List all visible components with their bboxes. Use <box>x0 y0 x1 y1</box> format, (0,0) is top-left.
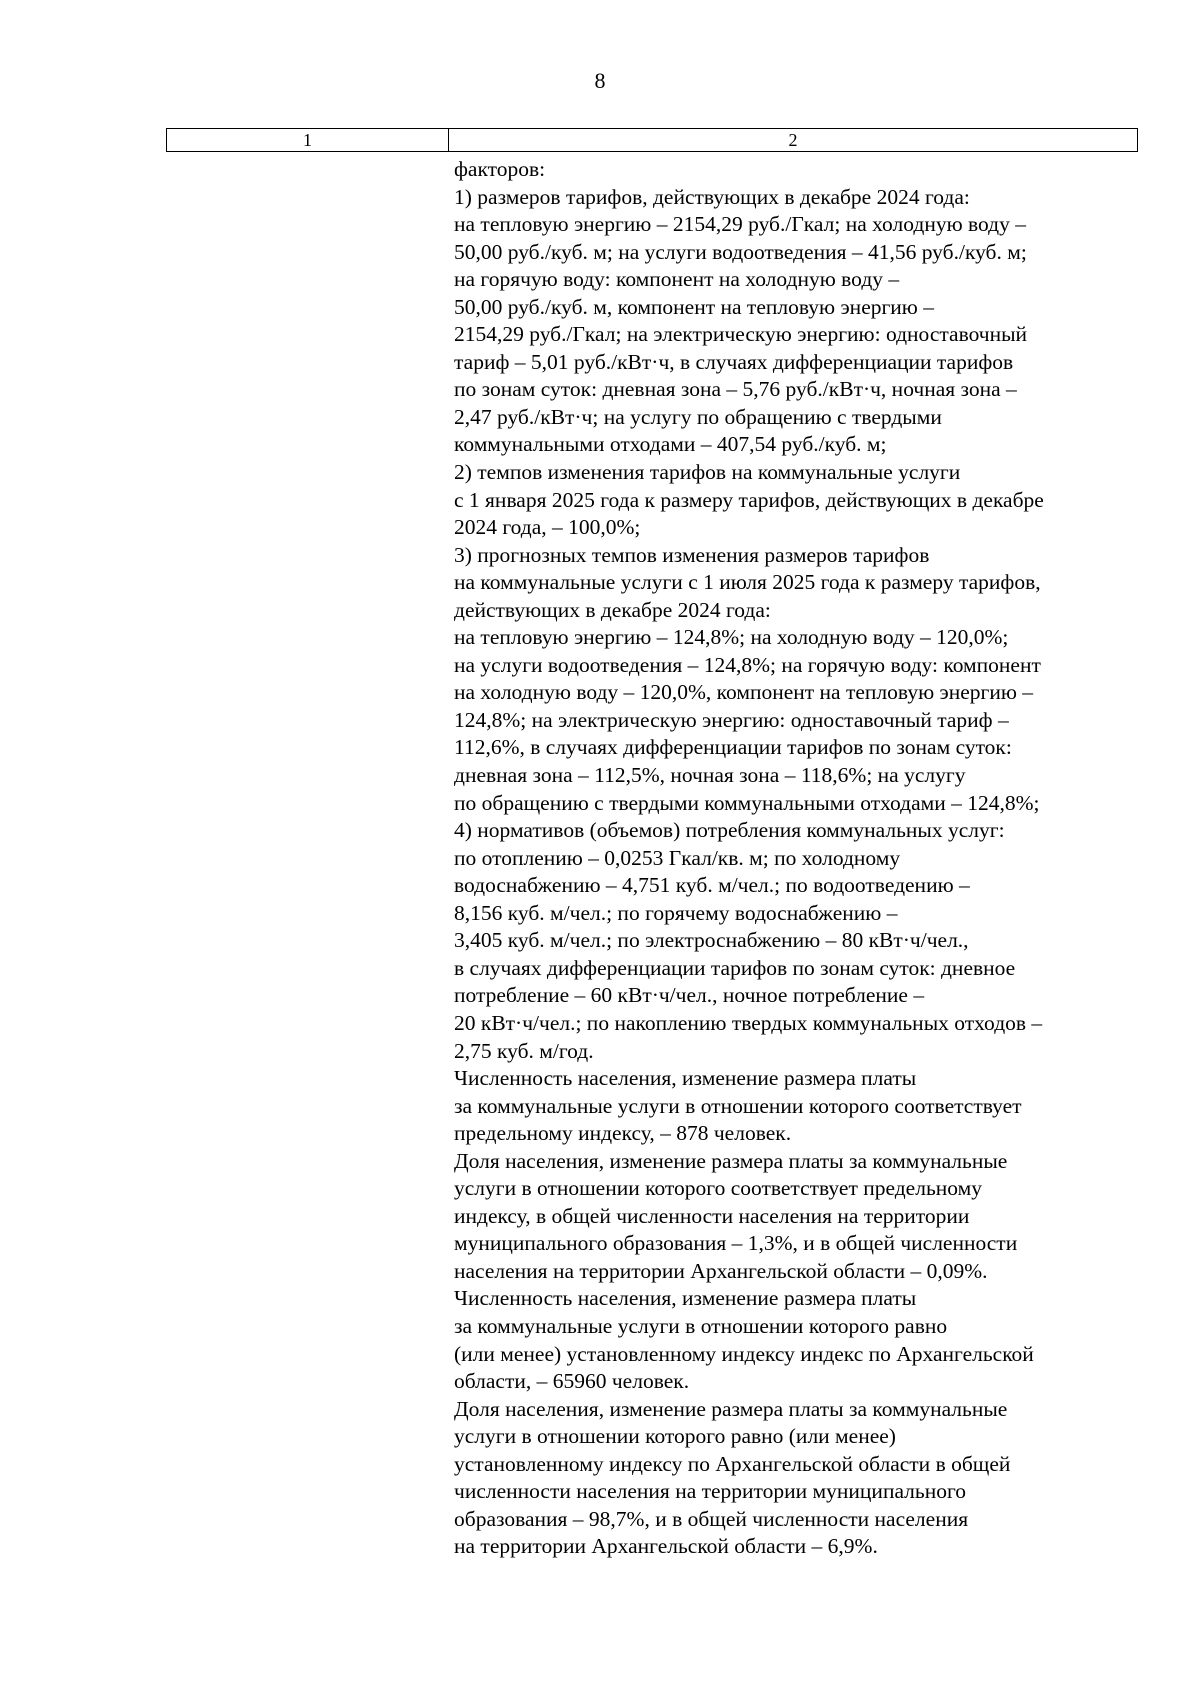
text-line: 2154,29 руб./Гкал; на электрическую энергию: одноставочный <box>454 322 1028 347</box>
text-line: 20 кВт·ч/чел.; по накоплению твердых коммунальных отходов – <box>454 1010 1043 1035</box>
text-line: установленному индексу по Архангельской области в общей <box>454 1451 1011 1476</box>
text-line: потребление – 60 кВт·ч/чел., ночное потребление – <box>454 983 925 1008</box>
text-line: за коммунальные услуги в отношении которого соответствует <box>454 1093 1022 1118</box>
table-cell-column-2-text <box>454 156 1154 1561</box>
text-line: коммунальными отходами – 407,54 руб./куб. м; <box>454 432 887 457</box>
text-line: водоснабжению – 4,751 куб. м/чел.; по водоотведению – <box>454 873 970 898</box>
text-line: за коммунальные услуги в отношении которого равно <box>454 1313 948 1338</box>
text-line: 2,47 руб./кВт·ч; на услугу по обращению с твердыми <box>454 404 942 429</box>
text-line: факторов: <box>454 157 546 181</box>
text-line: 3,405 куб. м/чел.; по электроснабжению – 80 кВт·ч/чел., <box>454 928 969 953</box>
text-line: услуги в отношении которого равно (или менее) <box>454 1424 896 1449</box>
text-line: на тепловую энергию – 2154,29 руб./Гкал; на холодную воду – <box>454 212 1026 237</box>
page-number: 8 <box>594 68 606 93</box>
table-header-column-2: 2 <box>788 130 798 150</box>
text-line: 2024 года, – 100,0%; <box>454 515 641 540</box>
text-line: в случаях дифференциации тарифов по зонам суток: дневное <box>454 955 1016 980</box>
text-line: муниципального образования – 1,3%, и в общей численности <box>454 1231 1018 1256</box>
text-line: тариф – 5,01 руб./кВт·ч, в случаях дифференциации тарифов <box>454 349 1014 374</box>
table-header-column-1: 1 <box>167 129 449 151</box>
text-line: Доля населения, изменение размера платы за коммунальные <box>454 1396 1008 1421</box>
text-line: образования – 98,7%, и в общей численности населения <box>454 1506 969 1531</box>
text-line: 4) нормативов (объемов) потребления коммунальных услуг: <box>454 818 1005 843</box>
text-line: 124,8%; на электрическую энергию: одноставочный тариф – <box>454 707 1009 732</box>
text-line: на тепловую энергию – 124,8%; на холодную воду – 120,0%; <box>454 625 1009 650</box>
text-line: 3) прогнозных темпов изменения размеров тарифов <box>454 542 930 567</box>
text-line: (или менее) установленному индексу индекс по Архангельской <box>454 1341 1034 1366</box>
text-line: 2,75 куб. м/год. <box>454 1038 594 1063</box>
text-line: численности населения на территории муниципального <box>454 1479 967 1504</box>
text-line: 1) размеров тарифов, действующих в декабре 2024 года: <box>454 184 970 209</box>
text-line: предельному индексу, – 878 человек. <box>454 1121 792 1146</box>
text-line: Численность населения, изменение размера платы <box>454 1066 917 1091</box>
text-line: на холодную воду – 120,0%, компонент на тепловую энергию – <box>454 680 1034 705</box>
text-line: 2) темпов изменения тарифов на коммунальные услуги <box>454 460 961 485</box>
table-header <box>166 128 1138 152</box>
text-line: по обращению с твердыми коммунальными отходами – 124,8%; <box>454 790 1040 815</box>
text-line: Доля населения, изменение размера платы за коммунальные <box>454 1148 1008 1173</box>
text-line: на коммунальные услуги с 1 июля 2025 года к размеру тарифов, <box>454 570 1041 595</box>
text-line: с 1 января 2025 года к размеру тарифов, действующих в декабре <box>454 487 1044 512</box>
text-line: на территории Архангельской области – 6,9%. <box>454 1534 878 1559</box>
text-line: 112,6%, в случаях дифференциации тарифов по зонам суток: <box>454 735 1012 760</box>
text-line: области, – 65960 человек. <box>454 1369 690 1394</box>
text-line: индексу, в общей численности населения на территории <box>454 1203 970 1228</box>
text-line: дневная зона – 112,5%, ночная зона – 118,6%; на услугу <box>454 763 966 788</box>
text-line: услуги в отношении которого соответствует предельному <box>454 1176 982 1201</box>
text-line: Численность населения, изменение размера платы <box>454 1286 917 1311</box>
text-line: действующих в декабре 2024 года: <box>454 597 771 622</box>
text-line: населения на территории Архангельской области – 0,09%. <box>454 1258 988 1283</box>
text-line: по зонам суток: дневная зона – 5,76 руб./кВт·ч, ночная зона – <box>454 377 1017 402</box>
text-line: 8,156 куб. м/чел.; по горячему водоснабжению – <box>454 900 898 925</box>
text-line: на услуги водоотведения – 124,8%; на горячую воду: компонент <box>454 652 1041 677</box>
text-line: 50,00 руб./куб. м; на услуги водоотведения – 41,56 руб./куб. м; <box>454 239 1027 264</box>
text-line: по отоплению – 0,0253 Гкал/кв. м; по холодному <box>454 845 901 870</box>
text-line: 50,00 руб./куб. м, компонент на тепловую энергию – <box>454 294 934 319</box>
text-line: на горячую воду: компонент на холодную воду – <box>454 267 900 292</box>
